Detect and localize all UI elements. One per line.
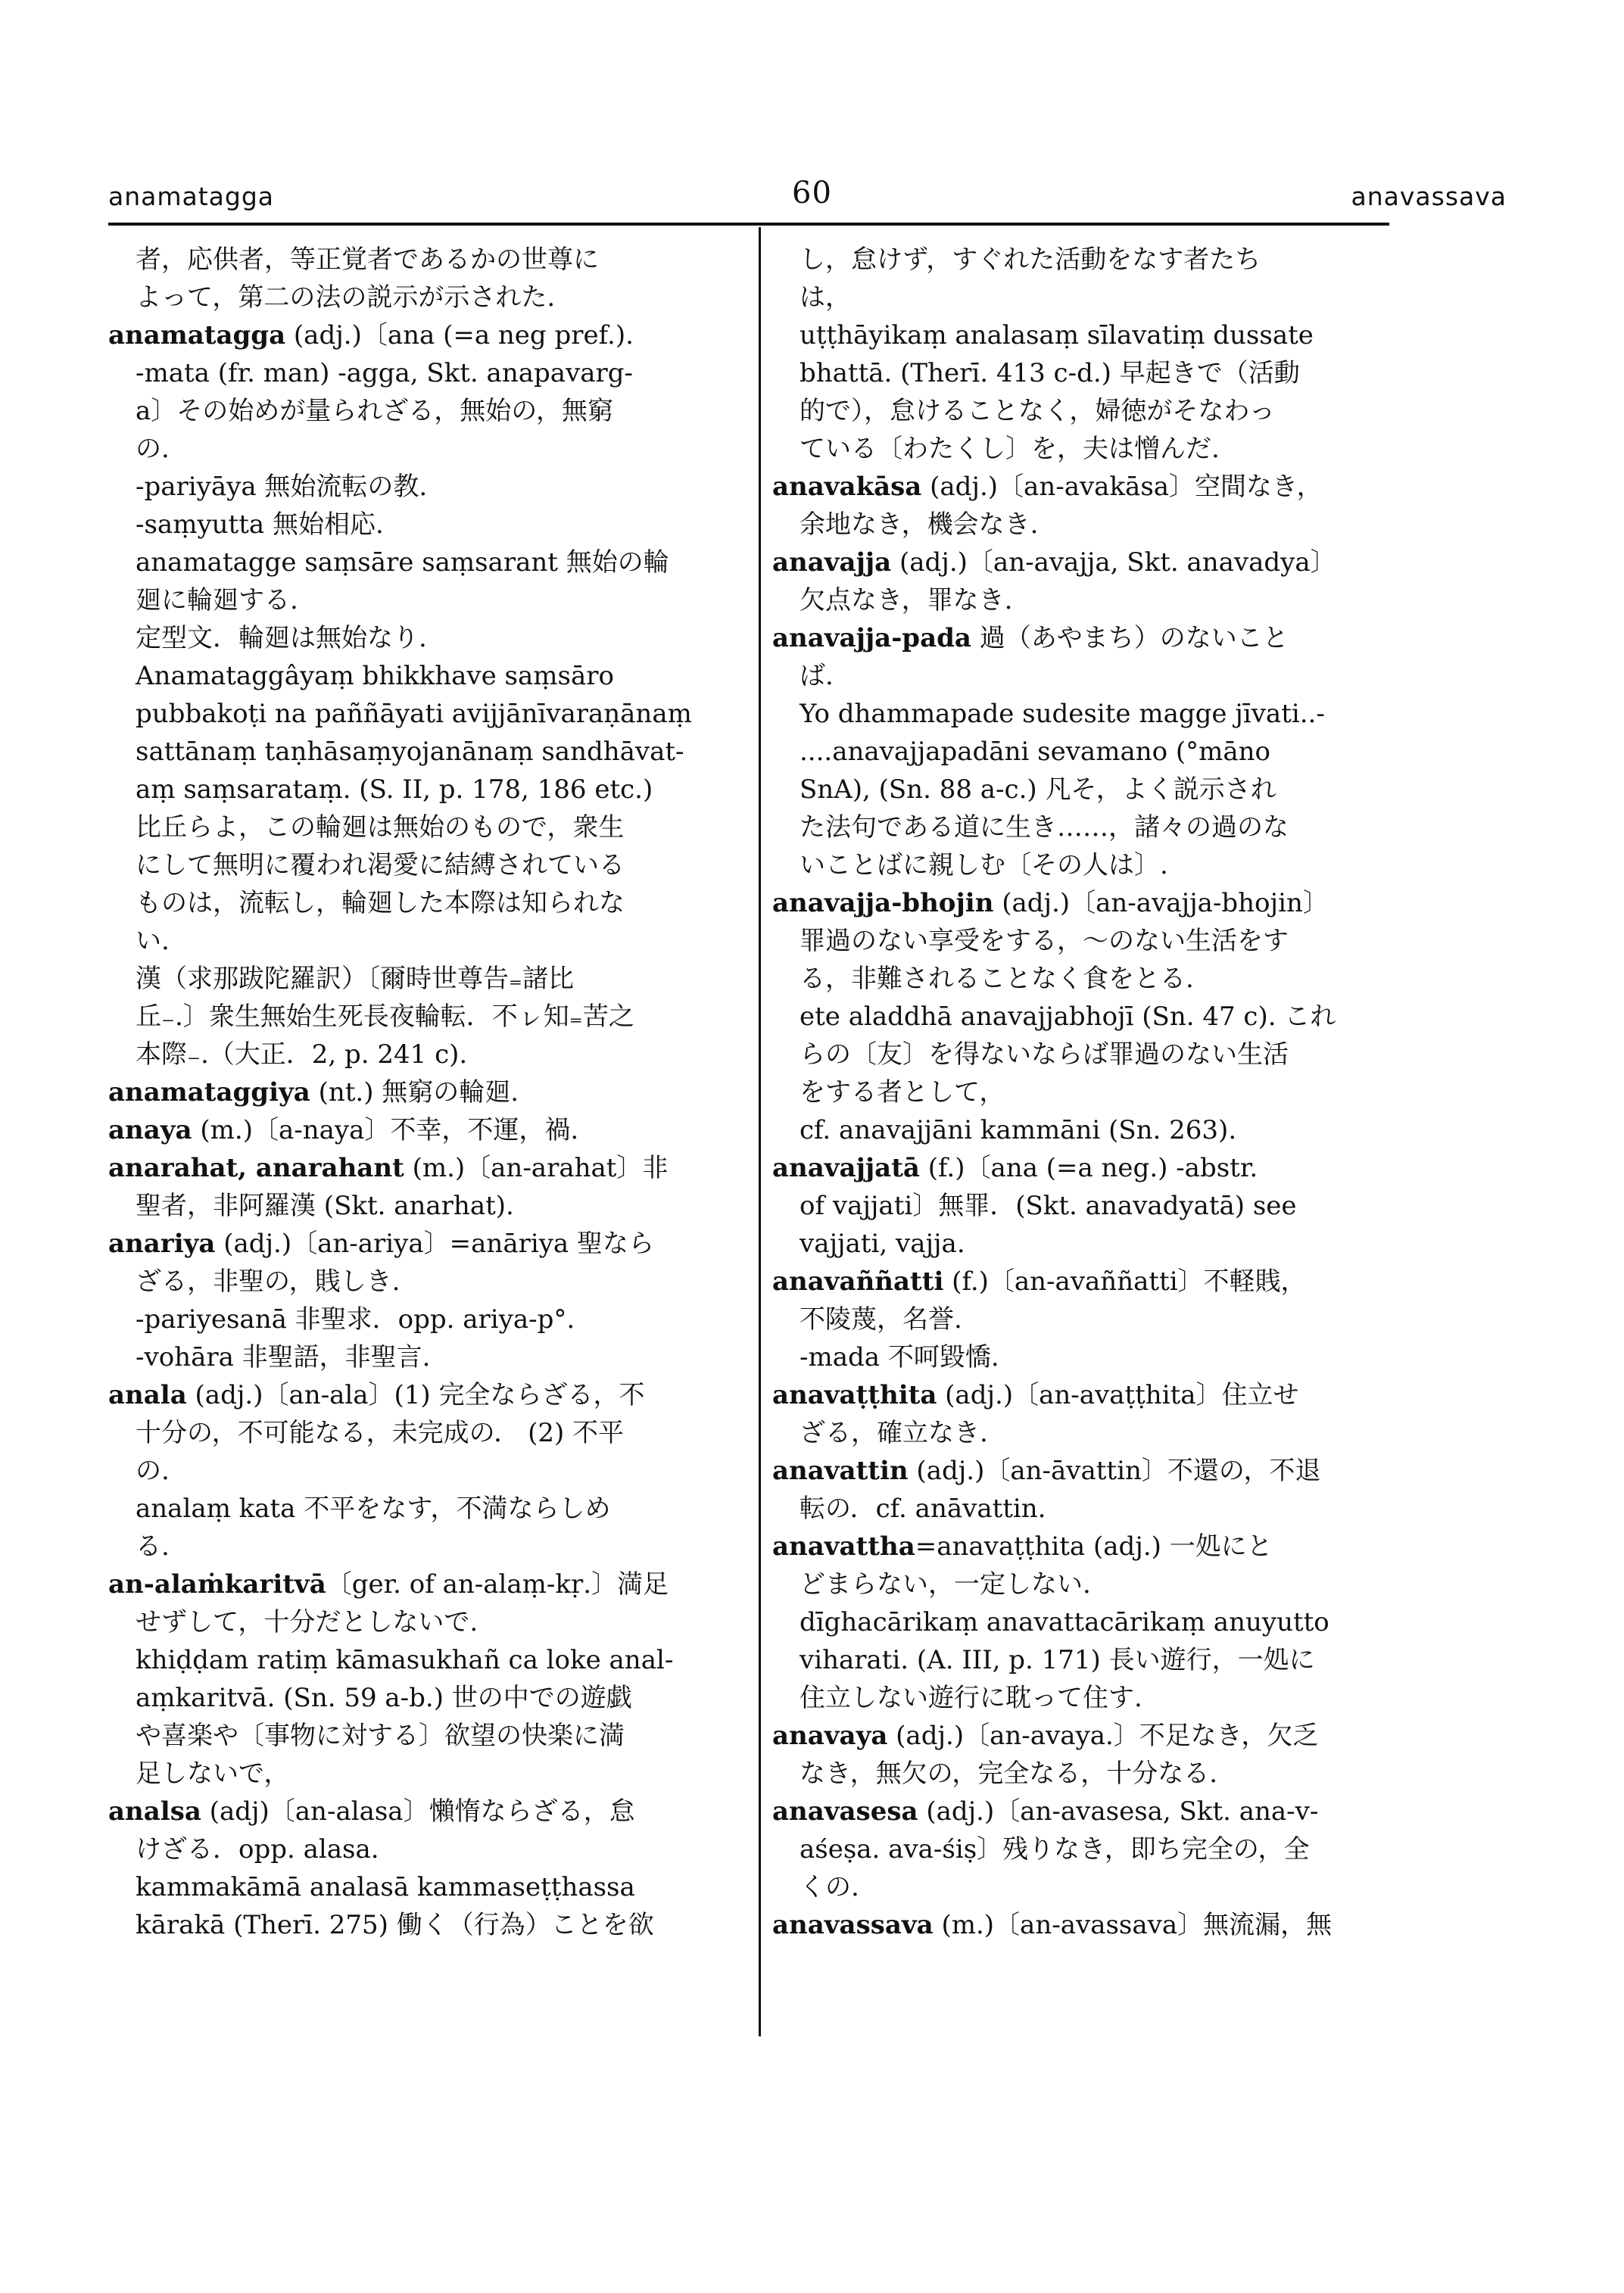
line-text: SnA), (Sn. 88 a-c.) 凡そ，よく説示され [800,774,1276,805]
entry-line [772,1376,1389,1414]
entry-line [108,1376,714,1414]
entry-line [772,1528,1389,1566]
line-text: いことばに親しむ〔その人は〕. [800,850,1168,880]
text-line [108,695,714,733]
text-line [772,1073,1389,1111]
headword: anavajja [772,547,892,578]
line-text: uṭṭhāyikaṃ analasaṃ sīlavatiṃ dussate [800,320,1314,350]
text-line [108,884,714,922]
text-line [108,1414,714,1452]
text-line [772,279,1389,316]
headword: anamatagga [108,320,286,350]
line-text: =anavaṭṭhita (adj.) 一処にと [915,1531,1273,1562]
line-text: 住立しない遊行に耽って住す. [800,1683,1142,1713]
headword: anavajjatā [772,1153,920,1183]
line-text: Anamataggâyaṃ bhikkhave saṃsāro [136,661,614,691]
line-text: aṃ saṃsarataṃ. (S. II, p. 178, 186 etc.) [136,774,653,805]
text-line [772,960,1389,998]
line-text: せずして，十分だとしないで. [136,1607,478,1637]
text-line [772,1566,1389,1603]
line-text: (m.)〔an-arahat〕非 [404,1153,669,1183]
line-text: 罪過のない享受をする，〜のない生活をす [800,926,1289,956]
text-line [772,430,1389,468]
line-text: の. [136,1456,170,1486]
text-line [108,241,714,279]
text-line [108,581,714,619]
line-text: (adj.)〔an-avajja-bhojin〕 [993,888,1329,918]
header-guide-word-right: anavassava [1351,182,1507,211]
text-line [108,506,714,544]
line-text: khiḍḍam ratiṃ kāmasukhañ ca loke anal- [136,1645,674,1675]
text-line [772,1755,1389,1793]
line-text: 比丘らよ，この輪廻は無始のもので，衆生 [136,812,625,843]
right-column [772,241,1389,1944]
entry-line [108,1566,714,1603]
headword: anala [108,1380,187,1410]
text-line [108,1528,714,1566]
text-line [108,960,714,998]
text-line [108,1338,714,1376]
line-text: pubbakoṭi na paññāyati avijjānīvaraṇānaṃ [136,699,692,729]
text-line [772,1490,1389,1528]
entry-line [772,1263,1389,1301]
entry-line [772,1793,1389,1830]
line-text: ものは，流転し，輪廻した本際は知られな [136,888,625,918]
header-guide-word-left: anamatagga [108,182,275,211]
entry-line [772,1906,1389,1944]
text-line [108,657,714,695]
line-text: た法句である道に生き……，諸々の過のな [800,812,1289,843]
line-text: (adj.)〔an-avaya.〕不足なき，欠乏 [887,1721,1319,1751]
line-text: -vohāra 非聖語，非聖言. [136,1342,431,1372]
line-text: ete aladdhā anavajjabhojī (Sn. 47 c). これ [800,1002,1336,1032]
text-line [772,1111,1389,1149]
text-line [108,1830,714,1868]
line-text: (m.)〔a-naya〕不幸，不運，禍. [192,1115,579,1145]
line-text: けざる．opp. alasa. [136,1834,379,1865]
line-text: ている〔わたくし〕を，夫は憎んだ. [800,434,1220,464]
text-line [108,1263,714,1301]
text-line [108,1301,714,1338]
text-line [772,1868,1389,1906]
text-line [772,733,1389,771]
text-line [108,1490,714,1528]
text-line [108,922,714,960]
line-text: vajjati, vajja. [800,1229,965,1259]
line-text: らの〔友〕を得ないならば罪過のない生活 [800,1039,1289,1070]
line-text: なき，無欠の，完全なる，十分なる. [800,1759,1218,1789]
text-line [772,354,1389,392]
text-line [108,544,714,581]
line-text: 足しないで， [136,1759,290,1789]
entry-line [108,1225,714,1263]
line-text: anamatagge saṃsāre saṃsarant 無始の輪 [136,547,669,578]
line-text: 聖者，非阿羅漢 (Skt. anarhat). [136,1191,514,1221]
text-line [108,1187,714,1225]
text-line [772,1679,1389,1717]
text-line [772,1036,1389,1073]
line-text: くの. [800,1872,859,1902]
line-text: -pariyāya 無始流転の教. [136,472,428,502]
entry-line [772,544,1389,581]
line-text: る，非難されることなく食をとる. [800,964,1194,994]
line-text: 廻に輪廻する. [136,585,298,615]
text-line [772,316,1389,354]
text-line [772,1338,1389,1376]
line-text: analaṃ kata 不平をなす，不満ならしめ [136,1494,611,1524]
left-column [108,241,714,1944]
line-text: (adj.)〔an-avakāsa〕空間なき， [921,472,1323,502]
entry-line [108,1073,714,1111]
text-line [108,1641,714,1679]
entry-line [772,1452,1389,1490]
text-line [108,354,714,392]
line-text: (adj)〔an-alasa〕懶惰ならざる，怠 [201,1796,635,1827]
headword: an-alaṁkaritvā [108,1569,326,1600]
text-line [108,468,714,506]
line-text: にして無明に覆われ渇愛に結縛されている [136,850,625,880]
line-text: ざる，確立なき. [800,1418,988,1448]
page-number: 60 [792,176,832,210]
text-line [772,581,1389,619]
line-text: (adj.)〔an-ariya〕=anāriya 聖なら [215,1229,654,1259]
entry-line [772,1149,1389,1187]
line-text: ざる，非聖の，賎しき. [136,1266,401,1297]
text-line [772,657,1389,695]
line-text: a〕その始めが量られざる，無始の，無窮 [136,396,613,426]
line-text: (f.)〔an-avaññatti〕不軽賎， [943,1266,1307,1297]
text-line [108,619,714,657]
text-line [772,998,1389,1036]
line-text: る. [136,1531,170,1562]
line-text: viharati. (A. III, p. 171) 長い遊行，一処に [800,1645,1315,1675]
header-rule [108,223,1389,226]
entry-line [108,316,714,354]
line-text: をする者として， [800,1077,1005,1108]
line-text: 丘₋.〕衆生無始生死長夜輪転．不ㇾ知₌苦之 [136,1002,634,1032]
line-text: 〔ger. of an-alaṃ-kṛ.〕満足 [326,1569,669,1600]
text-line [772,1301,1389,1338]
line-text: 者，応供者，等正覚者であるかの世尊に [136,245,599,275]
headword: anaya [108,1115,192,1145]
text-line [772,506,1389,544]
line-text: (adj.)〔an-ala〕(1) 完全ならざる，不 [186,1380,645,1410]
text-line [108,1036,714,1073]
text-line [108,1452,714,1490]
line-text: sattānaṃ taṇhāsaṃyojanānaṃ sandhāvat- [136,737,684,767]
column-divider [759,227,761,2036]
headword: anavakāsa [772,472,922,502]
line-text: (adj.)〔ana (=a neg pref.). [285,320,634,350]
text-line [108,430,714,468]
line-text: (adj.)〔an-avajja, Skt. anavadya〕 [891,547,1336,578]
headword: anavaññatti [772,1266,944,1297]
entry-line [772,619,1389,657]
text-line [772,846,1389,884]
line-text: kārakā (Therī. 275) 働く（行為）ことを欲 [136,1910,654,1940]
headword: anavattha [772,1531,915,1562]
text-line [108,392,714,430]
headword: anavaṭṭhita [772,1380,937,1410]
line-text: ば. [800,661,834,691]
line-text: kammakāmā analasā kammaseṭṭhassa [136,1872,635,1902]
line-text: aśeṣa. ava-śiṣ〕残りなき，即ち完全の，全 [800,1834,1310,1865]
text-line [772,808,1389,846]
headword: anavattin [772,1456,909,1486]
text-line [108,1755,714,1793]
line-text: (adj.)〔an-āvattin〕不還の，不退 [908,1456,1321,1486]
entry-line [108,1793,714,1830]
headword: anavajja-pada [772,623,971,653]
line-text: 転の．cf. anāvattin. [800,1494,1046,1524]
text-line [772,1414,1389,1452]
line-text: 過（あやまち）のないこと [971,623,1289,653]
line-text: aṃkaritvā. (Sn. 59 a-b.) 世の中での遊戯 [136,1683,632,1713]
line-text: 余地なき，機会なき. [800,509,1039,540]
text-line [108,771,714,808]
line-text: -mata (fr. man) -agga, Skt. anapavarg- [136,358,634,388]
line-text: -saṃyutta 無始相応. [136,509,384,540]
entry-line [772,468,1389,506]
headword: anariya [108,1229,216,1259]
line-text: (m.)〔an-avassava〕無流漏，無 [933,1910,1333,1940]
text-line [108,998,714,1036]
entry-line [108,1149,714,1187]
line-text: -pariyesanā 非聖求．opp. ariya-p°. [136,1304,575,1335]
headword: anarahat, anarahant [108,1153,404,1183]
text-line [108,846,714,884]
text-line [108,1868,714,1906]
text-line [772,771,1389,808]
line-text: dīghacārikaṃ anavattacārikaṃ anuyutto [800,1607,1329,1637]
line-text: (adj.)〔an-avasesa, Skt. ana-v- [918,1796,1319,1827]
headword: anavassava [772,1910,934,1940]
line-text: し，怠けず，すぐれた活動をなす者たち [800,245,1261,275]
text-line [108,1603,714,1641]
text-line [772,1641,1389,1679]
line-text: bhattā. (Therī. 413 c-d.) 早起きで（活動 [800,358,1300,388]
line-text: 十分の，不可能なる，未完成の． (2) 不平 [136,1418,625,1448]
line-text: 漢（求那跋陀羅訳）〔爾時世尊告₌諸比 [136,964,574,994]
entry-line [108,1111,714,1149]
headword: anavajja-bhojin [772,888,994,918]
line-text: 欠点なき，罪なき. [800,585,1013,615]
text-line [108,1679,714,1717]
text-line [772,1225,1389,1263]
line-text: よって，第二の法の説示が示された. [136,282,556,313]
headword: anamataggiya [108,1077,310,1108]
text-line [772,392,1389,430]
line-text: -mada 不呵毀憍. [800,1342,999,1372]
text-line [772,1603,1389,1641]
text-line [108,733,714,771]
line-text: 本際₋.（大正．2, p. 241 c). [136,1039,468,1070]
entry-line [772,1717,1389,1755]
line-text: (f.)〔ana (=a neg.) -abstr. [919,1153,1258,1183]
text-line [772,1187,1389,1225]
line-text: cf. anavajjāni kammāni (Sn. 263). [800,1115,1237,1145]
line-text: の. [136,434,170,464]
line-text: 的で），怠けることなく，婦徳がそなわっ [800,396,1275,426]
line-text: 不陵蔑，名誉. [800,1304,962,1335]
text-line [772,695,1389,733]
line-text: (nt.) 無窮の輪廻. [310,1077,519,1108]
headword: anavasesa [772,1796,918,1827]
text-line [108,1717,714,1755]
text-line [108,808,714,846]
entry-line [772,884,1389,922]
line-text: どまらない，一定しない. [800,1569,1091,1600]
text-line [772,922,1389,960]
line-text: ....anavajjapadāni sevamano (°māno [800,737,1271,767]
text-line [772,241,1389,279]
text-line [108,279,714,316]
line-text: い. [136,926,170,956]
text-line [772,1830,1389,1868]
text-line [108,1906,714,1944]
line-text: や喜楽や〔事物に対する〕欲望の快楽に満 [136,1721,625,1751]
headword: analsa [108,1796,201,1827]
line-text: Yo dhammapade sudesite magge jīvati..- [800,699,1325,729]
line-text: は， [800,282,851,313]
headword: anavaya [772,1721,888,1751]
line-text: of vajjati〕無罪．(Skt. anavadyatā) see [800,1191,1297,1221]
line-text: 定型文．輪廻は無始なり. [136,623,427,653]
line-text: (adj.)〔an-avaṭṭhita〕住立せ [937,1380,1299,1410]
